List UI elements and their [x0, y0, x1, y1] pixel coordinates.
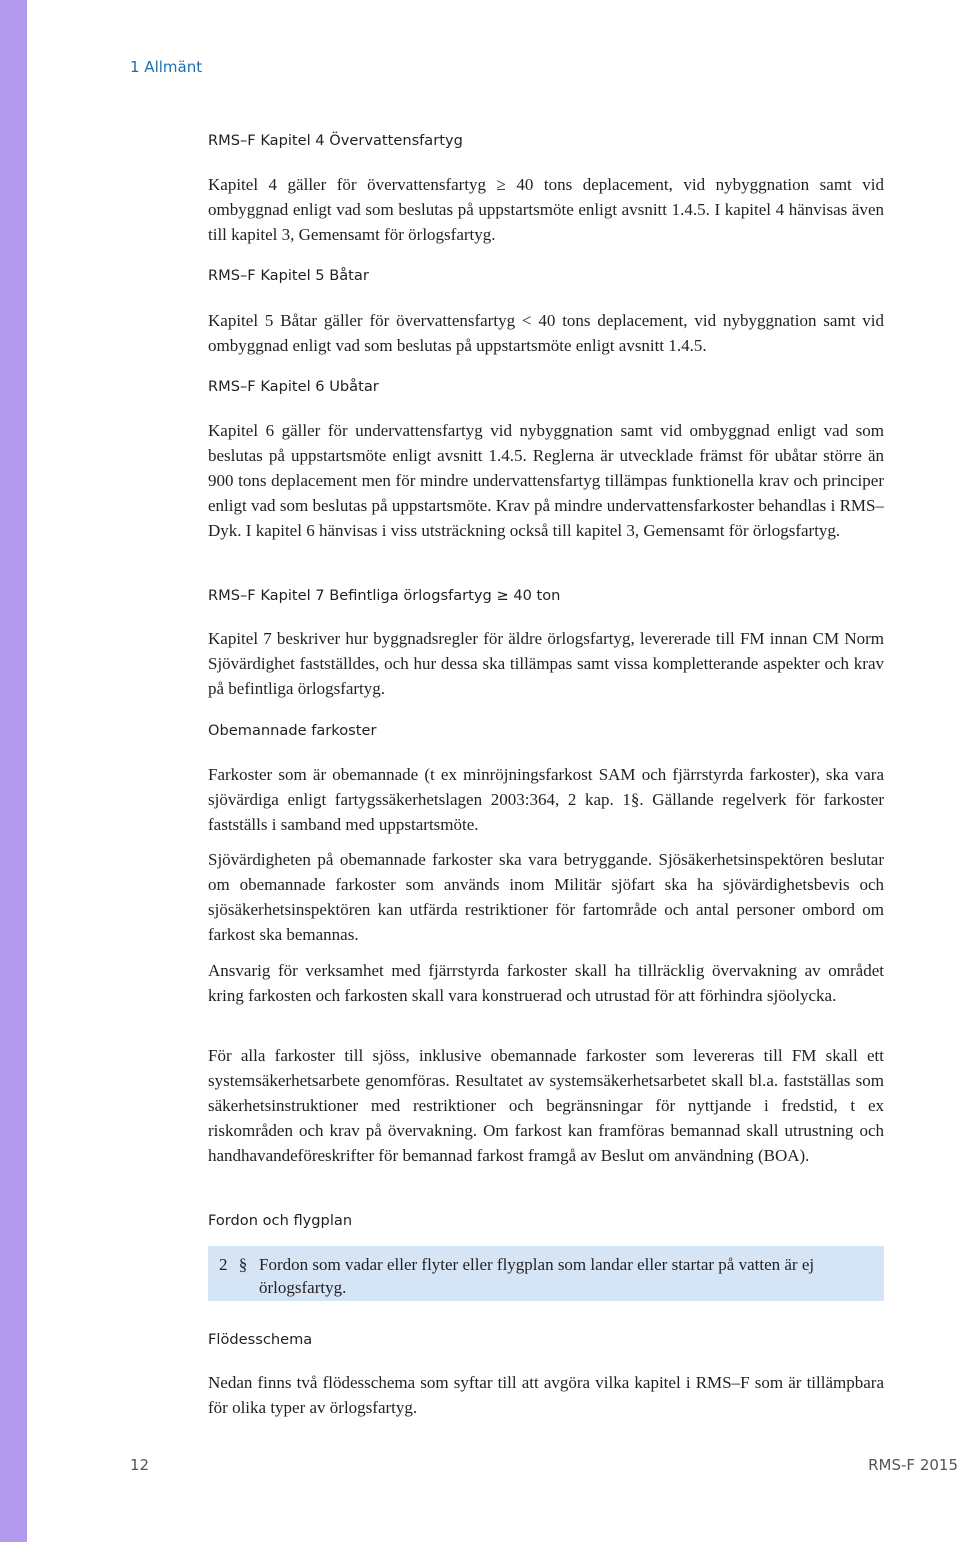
- note-number: 2: [219, 1255, 228, 1274]
- heading-fordon-och-flygplan: Fordon och flygplan: [208, 1212, 353, 1229]
- heading-kapitel-5: RMS–F Kapitel 5 Båtar: [208, 267, 369, 284]
- note-box: [208, 1246, 884, 1301]
- running-head: 1 Allmänt: [130, 58, 203, 76]
- paragraph-kapitel-4: Kapitel 4 gäller för övervattensfartyg ≥ 40 tons deplacement, vid nybyggnation samt vid ombyggnad enligt vad som beslutas på uppstartsmöte enligt avsnitt 1.4.5. I kapitel 4 hänvisas även till kapitel 3, Gemensamt för örlogsfartyg.: [208, 175, 884, 244]
- page-number: 12: [130, 1456, 150, 1474]
- heading-kapitel-7: RMS–F Kapitel 7 Befintliga örlogsfartyg ≥ 40 ton: [208, 587, 561, 604]
- section-sign-icon: §: [238, 1255, 248, 1274]
- heading-kapitel-6: RMS–F Kapitel 6 Ubåtar: [208, 378, 379, 395]
- paragraph-kapitel-5: Kapitel 5 Båtar gäller för övervattensfartyg < 40 tons deplacement, vid nybyggnation samt vid ombyggnad enligt vad som beslutas på uppstartsmöte enligt avsnitt 1.4.5.: [208, 311, 884, 355]
- paragraph-kapitel-6: Kapitel 6 gäller för undervattensfartyg vid nybyggnation samt vid ombyggnad enligt vad som beslutas på uppstartsmöte enligt avsnitt 1.4.5. Reglerna är utvecklade främst för ubåtar större än 900 tons deplacement men för mindre undervattensfartyg tillämpas funktionella krav och principer enligt vad som beslutas på uppstartsmöte. Krav på mindre undervattensfarkoster behandlas i RMS–Dyk. I kapitel 6 hänvisas i viss utsträckning också till kapitel 3, Gemensamt för örlogsfartyg.: [208, 421, 884, 540]
- note-text: Fordon som vadar eller flyter eller flygplan som landar eller startar på vatten är ej örlogsfartyg.: [259, 1255, 815, 1297]
- paragraph-obemannade-3: Ansvarig för verksamhet med fjärrstyrda farkoster skall ha tillräcklig övervakning av området kring farkosten och farkosten skall vara konstruerad och utrustad för att förhindra sjöolycka.: [208, 961, 884, 1005]
- document-label: RMS-F 2015: [868, 1456, 958, 1474]
- paragraph-obemannade-4: För alla farkoster till sjöss, inklusive obemannade farkoster som levereras till FM skall ett systemsäkerhetsarbete genomföras. Resultatet av systemsäkerhetsarbetet skall bl.a. fastställas som säkerhetsinstruktioner med restriktioner och begränsningar för nyttjande i fredstid, t ex riskområden och krav på övervakning. Om farkost kan framföras bemannad skall utrustning och handhavandeföreskrifter för bemannad farkost framgå av Beslut om användning (BOA).: [208, 1046, 884, 1165]
- heading-flodesschema: Flödesschema: [208, 1331, 313, 1348]
- paragraph-kapitel-7: Kapitel 7 beskriver hur byggnadsregler för äldre örlogsfartyg, levererade till FM innan CM Norm Sjövärdighet fastställdes, och hur dessa ska tillämpas samt vissa kompletterande aspekter och krav på befintliga örlogsfartyg.: [208, 629, 884, 698]
- paragraph-obemannade-1: Farkoster som är obemannade (t ex minröjningsfarkost SAM och fjärrstyrda farkoster), ska vara sjövärdiga enligt fartygssäkerhetslagen 2003:364, 2 kap. 1§. Gällande regelverk för farkoster fastställs i samband med uppstartsmöte.: [208, 765, 884, 834]
- paragraph-obemannade-2: Sjövärdigheten på obemannade farkoster ska vara betryggande. Sjösäkerhetsinspektören beslutar om obemannade farkoster som används inom Militär sjöfart ska ha sjövärdighetsbevis och sjösäkerhetsinspektören kan utfärda restriktioner för fartområde och antal personer ombord om farkost ska bemannas.: [208, 850, 884, 944]
- heading-kapitel-4: RMS–F Kapitel 4 Övervattensfartyg: [208, 132, 463, 149]
- paragraph-flodesschema: Nedan finns två flödesschema som syftar till att avgöra vilka kapitel i RMS–F som är tillämpbara för olika typer av örlogsfartyg.: [208, 1373, 884, 1417]
- side-color-bar: [0, 0, 27, 1542]
- heading-obemannade-farkoster: Obemannade farkoster: [208, 722, 377, 739]
